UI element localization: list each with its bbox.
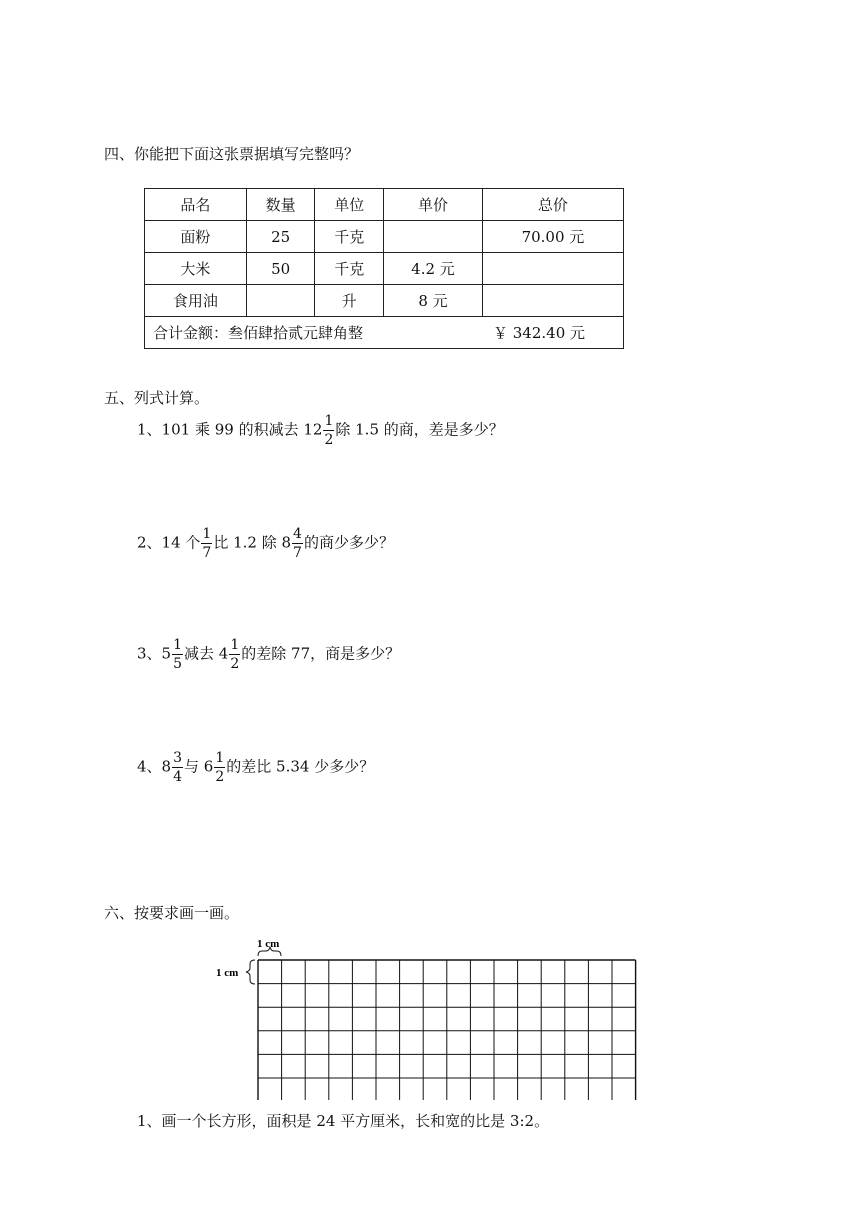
question-text: 2、14 个 bbox=[137, 533, 201, 552]
fraction bbox=[172, 751, 183, 784]
whole-number: 8 bbox=[161, 757, 172, 776]
total-label: 合计金额：叁佰肆拾贰元肆角整 bbox=[153, 324, 364, 342]
fraction bbox=[323, 414, 334, 447]
fraction bbox=[172, 638, 183, 671]
numerator: 1 bbox=[230, 637, 240, 653]
table-header-cell: 总价 bbox=[482, 189, 623, 221]
total-cell bbox=[145, 317, 624, 349]
question-5-4 bbox=[137, 751, 374, 784]
question-5-2 bbox=[137, 527, 394, 560]
question-text: 4、 bbox=[137, 757, 162, 776]
table-cell: 70.00 元 bbox=[482, 221, 623, 253]
fraction bbox=[214, 751, 225, 784]
whole-number: 12 bbox=[303, 420, 323, 439]
section-5-title: 五、列式计算。 bbox=[104, 389, 210, 407]
table-cell: 大米 bbox=[145, 253, 247, 285]
section-4-title: 四、你能把下面这张票据填写完整吗？ bbox=[104, 145, 360, 163]
denominator: 5 bbox=[173, 656, 183, 672]
fraction bbox=[201, 527, 212, 560]
question-text: 的差除 77，商是多少？ bbox=[241, 644, 401, 663]
grid-unit-label-top: 1 cm bbox=[257, 938, 280, 950]
numerator: 3 bbox=[173, 750, 183, 766]
numerator: 1 bbox=[324, 413, 334, 429]
table-cell-blank[interactable] bbox=[246, 285, 315, 317]
table-header-cell: 数量 bbox=[246, 189, 315, 221]
receipt-table bbox=[144, 188, 624, 349]
table-header-cell: 单价 bbox=[384, 189, 483, 221]
table-cell-blank[interactable] bbox=[384, 221, 483, 253]
question-text: 1、101 乘 99 的积减去 bbox=[137, 420, 304, 439]
table-header-cell: 品名 bbox=[145, 189, 247, 221]
section-6-title: 六、按要求画一画。 bbox=[104, 904, 240, 922]
table-header-cell: 单位 bbox=[315, 189, 384, 221]
table-cell: 千克 bbox=[315, 253, 384, 285]
question-text: 比 1.2 除 bbox=[213, 533, 282, 552]
table-cell-blank[interactable] bbox=[482, 253, 623, 285]
square-grid[interactable] bbox=[214, 934, 644, 1100]
question-text: 除 1.5 的商，差是多少？ bbox=[335, 420, 504, 439]
whole-number: 6 bbox=[203, 757, 214, 776]
question-5-3 bbox=[137, 638, 400, 671]
numerator: 1 bbox=[202, 526, 212, 542]
question-text: 减去 bbox=[184, 644, 219, 663]
numerator: 4 bbox=[293, 526, 302, 542]
total-amount: ￥ 342.40 元 bbox=[493, 324, 586, 342]
denominator: 7 bbox=[293, 545, 302, 561]
fraction bbox=[292, 527, 303, 560]
denominator: 2 bbox=[215, 769, 225, 785]
table-row bbox=[145, 285, 624, 317]
table-cell: 25 bbox=[246, 221, 315, 253]
table-cell: 食用油 bbox=[145, 285, 247, 317]
table-cell: 50 bbox=[246, 253, 315, 285]
brace-left-icon bbox=[246, 960, 255, 984]
whole-number: 4 bbox=[218, 644, 229, 663]
table-total-row bbox=[145, 317, 624, 349]
question-text: 3、 bbox=[137, 644, 162, 663]
grid-unit-label-left: 1 cm bbox=[216, 967, 239, 979]
table-cell-blank[interactable] bbox=[482, 285, 623, 317]
table-row bbox=[145, 253, 624, 285]
grid-lines bbox=[258, 960, 636, 1100]
question-5-1 bbox=[137, 414, 504, 447]
question-text: 的差比 5.34 少多少？ bbox=[226, 757, 375, 776]
numerator: 1 bbox=[173, 637, 183, 653]
whole-number: 8 bbox=[281, 533, 292, 552]
whole-number: 5 bbox=[161, 644, 172, 663]
numerator: 1 bbox=[215, 750, 225, 766]
table-cell: 4.2 元 bbox=[384, 253, 483, 285]
denominator: 4 bbox=[173, 769, 183, 785]
table-cell: 千克 bbox=[315, 221, 384, 253]
table-cell: 升 bbox=[315, 285, 384, 317]
question-text: 与 bbox=[184, 757, 204, 776]
table-row bbox=[145, 221, 624, 253]
denominator: 2 bbox=[230, 656, 240, 672]
question-6-1: 1、画一个长方形，面积是 24 平方厘米，长和宽的比是 3:2。 bbox=[137, 1112, 550, 1130]
denominator: 2 bbox=[324, 432, 334, 448]
table-header-row bbox=[145, 189, 624, 221]
table-cell: 面粉 bbox=[145, 221, 247, 253]
table-cell: 8 元 bbox=[384, 285, 483, 317]
denominator: 7 bbox=[202, 545, 212, 561]
question-text: 的商少多少？ bbox=[303, 533, 394, 552]
fraction bbox=[229, 638, 240, 671]
